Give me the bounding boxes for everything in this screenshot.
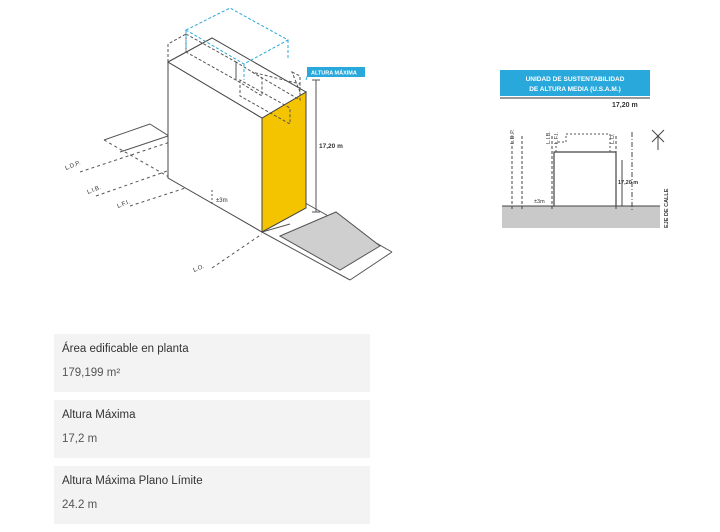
iso-line-label-ldp: L.D.P.	[64, 160, 82, 172]
section-ground	[502, 206, 660, 228]
section-line-label-lfi: L.F.I.	[554, 132, 560, 144]
section-line-label-lib: L.I.B.	[546, 131, 552, 144]
section-setback-profile	[556, 134, 610, 152]
card-value: 17,2 m	[62, 433, 98, 445]
card-label: Área edificable en planta	[62, 343, 189, 355]
usam-top-height-label: 17,20 m	[612, 102, 638, 109]
card-value: 24.2 m	[62, 499, 98, 511]
usam-header-line1: UNIDAD DE SUSTENTABILIDAD	[525, 76, 625, 83]
usam-header-line2: DE ALTURA MEDIA (U.S.A.M.)	[529, 86, 621, 93]
card-area-edificable	[54, 334, 370, 392]
section-offset-label: ±3m	[534, 199, 545, 205]
iso-line-label-lo: L.O.	[192, 264, 206, 274]
card-label: Altura Máxima Plano Límite	[62, 475, 203, 487]
section-axis-label: EJE DE CALLE	[664, 188, 670, 228]
card-label: Altura Máxima	[62, 409, 136, 421]
tree-icon	[652, 130, 664, 150]
usam-section-diagram	[492, 60, 672, 232]
section-building-profile	[554, 152, 616, 206]
iso-offset-label: ±3m	[216, 198, 228, 204]
section-side-height-label: 17,20 m	[618, 180, 639, 186]
card-altura-plano-limite	[54, 466, 370, 524]
card-altura-maxima	[54, 400, 370, 458]
iso-line-label-lib: L.I.B.	[86, 185, 102, 196]
section-line-label-lo: L.O.	[610, 133, 616, 144]
isometric-building-diagram	[0, 0, 480, 300]
section-line-label-ldp: L.D.P.	[510, 129, 516, 144]
sidewalk-area	[280, 212, 380, 270]
altura-maxima-tag-label: ALTURA MÁXIMA	[311, 70, 357, 77]
iso-line-label-lfi: L.F.I.	[116, 199, 131, 210]
iso-height-label: 17,20 m	[319, 143, 343, 150]
card-value: 179,199 m²	[62, 367, 121, 379]
